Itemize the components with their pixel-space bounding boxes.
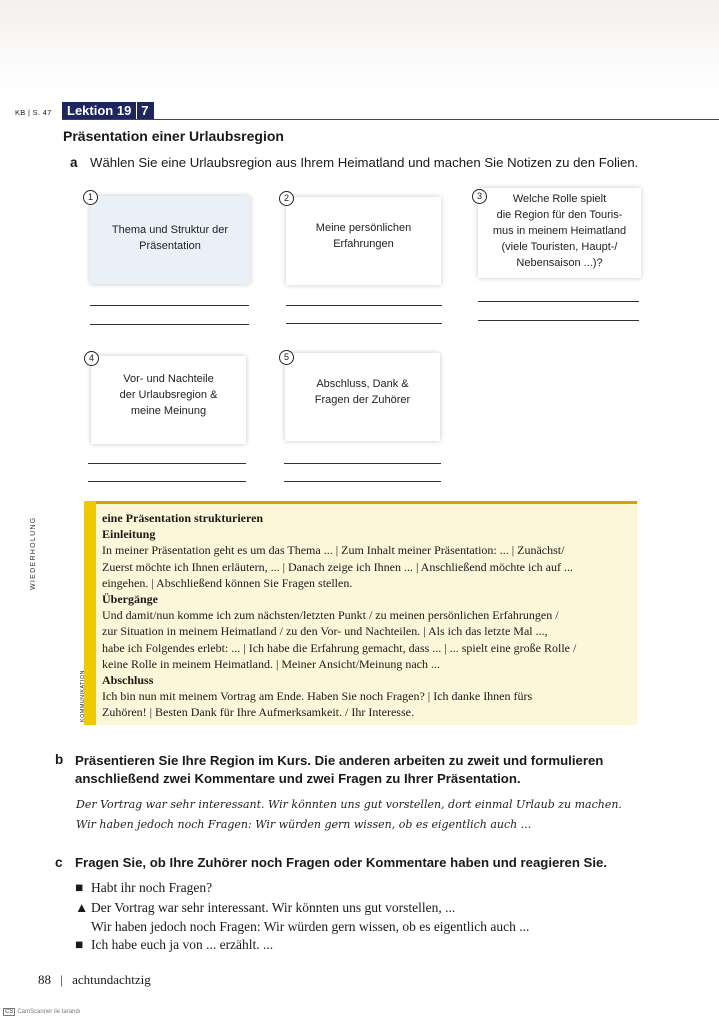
- task-b-line: Präsentieren Sie Ihre Region im Kurs. Die anderen arbeiten zu zweit und formulieren: [75, 753, 604, 768]
- writing-line: [284, 463, 441, 464]
- scanner-text: CamScanner ile tarandı: [17, 1009, 81, 1015]
- writing-line: [478, 301, 639, 302]
- slide-text-line: mus in meinem Heimatland: [492, 225, 627, 237]
- scanner-watermark: [3, 1009, 80, 1015]
- section-heading: Abschluss: [102, 673, 154, 688]
- phrase-line: Ich bin nun mit meinem Vortrag am Ende. Haben Sie noch Fragen? | Ich danke Ihnen fürs: [102, 689, 533, 704]
- section-heading: Übergänge: [102, 592, 158, 607]
- slide-text-line: Nebensaison ...)?: [516, 257, 603, 269]
- phrase-box-title: eine Präsentation strukturieren: [102, 511, 264, 525]
- slide-text-line: die Region für den Touris-: [496, 209, 623, 221]
- dialogue-item: ■ Habt ihr noch Fragen?: [75, 880, 213, 895]
- page-footer: [38, 972, 151, 988]
- page-number: 88: [38, 972, 51, 987]
- slide-text-line: Fragen der Zuhörer: [314, 394, 411, 406]
- phrase-line: eingehen. | Abschließend können Sie Fragen stellen.: [102, 575, 353, 590]
- page-word: achtundachtzig: [72, 972, 151, 987]
- slide-text-line: Abschluss, Dank &: [316, 378, 409, 390]
- phrase-line: In meiner Präsentation geht es um das Thema ... | Zum Inhalt meiner Präsentation: ... | Zunächst/: [102, 543, 565, 558]
- lesson-part: 7: [136, 102, 148, 119]
- lesson-badge: [62, 102, 154, 119]
- writing-line: [90, 305, 249, 306]
- dialogue-item: ■ Ich habe euch ja von ... erzählt. ...: [75, 937, 274, 952]
- task-b-text: [75, 752, 603, 788]
- handwritten-note: Wir haben jedoch noch Fragen: Wir würden gern wissen, ob es eigentlich auch ...: [76, 818, 532, 831]
- slide-card-5: [285, 353, 440, 441]
- dialogue-item: Wir haben jedoch noch Fragen: Wir würden gern wissen, ob es eigentlich auch ...: [91, 919, 530, 934]
- dialogue-item: ▲ Der Vortrag war sehr interessant. Wir könnten uns gut vorstellen, ...: [75, 900, 456, 915]
- phrase-line: Und damit/nun komme ich zum nächsten/letzten Punkt / zu meinen persönlichen Erfahrungen /: [102, 608, 559, 623]
- writing-line: [88, 463, 246, 464]
- handwritten-note: Der Vortrag war sehr interessant. Wir könnten uns gut vorstellen, dort einmal Urlaub zu machen.: [76, 798, 622, 811]
- slide-number-1: 1: [83, 190, 98, 205]
- side-label: WIEDERHOLUNG: [30, 516, 37, 590]
- slide-text-line: Welche Rolle spielt: [512, 193, 607, 205]
- writing-line: [286, 305, 442, 306]
- section-heading: Einleitung: [102, 527, 156, 542]
- kb-reference: KB | S. 47: [15, 108, 52, 117]
- writing-line: [90, 324, 249, 325]
- scanner-badge: CS: [5, 1009, 14, 1015]
- slide-card-1: [90, 196, 250, 284]
- writing-line: [286, 323, 442, 324]
- slide-text-line: meine Meinung: [130, 405, 207, 417]
- writing-line: [88, 481, 246, 482]
- slide-text-line: Präsentation: [139, 240, 201, 252]
- slide-card-4: [91, 356, 246, 444]
- slide-card-2: [286, 197, 441, 285]
- phrase-line: habe ich Folgendes erlebt: ... | Ich habe die Erfahrung gemacht, dass ... | ... spielt eine große Rolle /: [102, 640, 577, 655]
- slide-text-line: (viele Touristen, Haupt-/: [501, 241, 618, 253]
- task-c-text: Fragen Sie, ob Ihre Zuhörer noch Fragen oder Kommentare haben und reagieren Sie.: [75, 855, 608, 870]
- task-b-label: b: [55, 752, 64, 767]
- scan-top-shadow: [0, 0, 719, 92]
- phrase-line: Zuhören! | Besten Dank für Ihre Aufmerksamkeit. / Ihr Interesse.: [102, 705, 414, 720]
- slide-number-5: 5: [279, 350, 294, 365]
- page-title: Präsentation einer Urlaubsregion: [63, 128, 284, 144]
- task-c-label: c: [55, 855, 63, 870]
- slide-text-line: Erfahrungen: [333, 238, 394, 250]
- task-b-line: anschließend zwei Kommentare und zwei Fragen zu Ihrer Präsentation.: [75, 771, 521, 786]
- slide-number-3: 3: [472, 189, 487, 204]
- slide-number-4: 4: [84, 351, 99, 366]
- lesson-rule: [62, 102, 719, 120]
- slide-text-line: der Urlaubsregion &: [119, 389, 218, 401]
- slide-text-line: Thema und Struktur der: [111, 224, 229, 236]
- lesson-title: Lektion 19: [67, 103, 132, 118]
- task-a-label: a: [70, 155, 78, 170]
- slide-number-2: 2: [279, 191, 294, 206]
- phrase-line: zur Situation in meinem Heimatland / zu den Vor- und Nachteilen. | Als ich das letzte Mal ...,: [102, 624, 548, 639]
- slide-card-3: [478, 188, 641, 278]
- writing-line: [284, 481, 441, 482]
- task-a-text: Wählen Sie eine Urlaubsregion aus Ihrem Heimatland und machen Sie Notizen zu den Folien.: [90, 155, 639, 170]
- writing-line: [478, 320, 639, 321]
- phrase-line: Zuerst möchte ich Ihnen erläutern, ... | Danach zeige ich Ihnen ... | Anschließend möchte ich auf ...: [102, 559, 573, 574]
- slide-text-line: Vor- und Nachteile: [123, 373, 214, 385]
- slide-text-line: Meine persönlichen: [315, 222, 412, 234]
- phrase-line: keine Rolle in meinem Heimatland. | Meiner Ansicht/Meinung nach ...: [102, 656, 440, 671]
- footer-separator: |: [60, 972, 63, 987]
- phrase-box-tag: KOMMUNIKATION: [80, 670, 86, 722]
- phrase-box-content: [102, 510, 576, 721]
